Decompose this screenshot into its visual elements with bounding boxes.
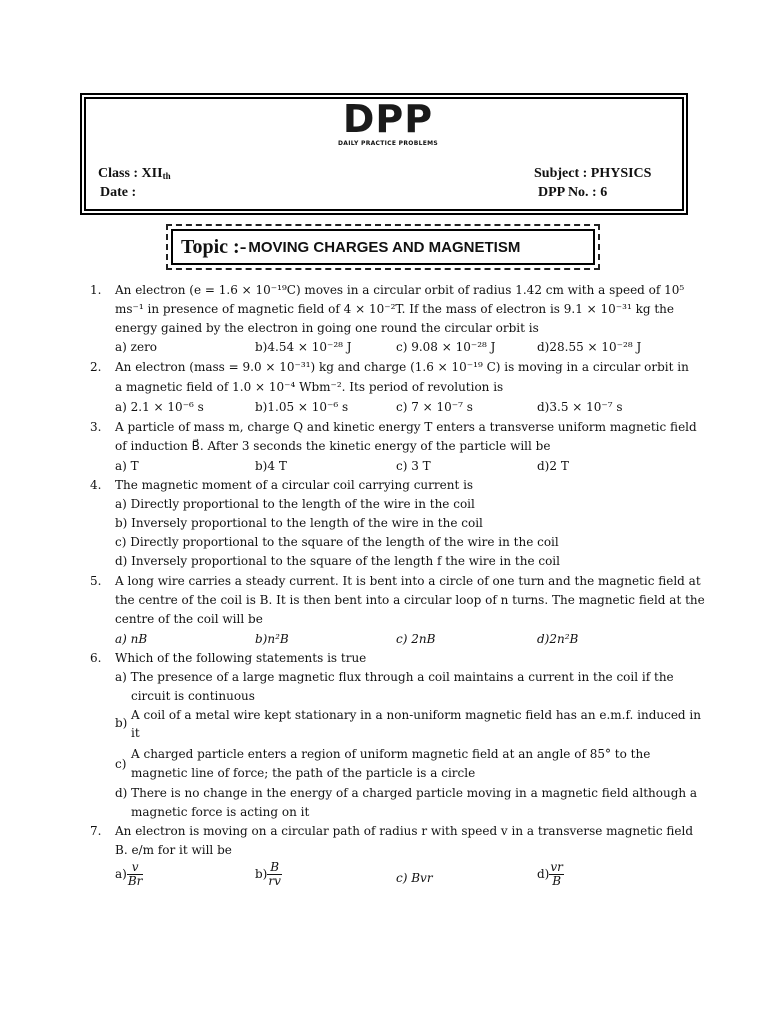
question-text: ms⁻¹ in presence of magnetic field of 4 × 10⁻²T. If the mass of electron is 9.1 × 10⁻³¹ kg the (115, 302, 674, 316)
option-a-continued: circuit is continuous (131, 689, 255, 703)
option-b: b)4 T (255, 459, 287, 473)
question-number: 1. (90, 283, 102, 297)
question-number: 2. (90, 360, 102, 374)
topic-label: Topic :- (181, 235, 247, 258)
option-d-continued: magnetic force is acting on it (131, 805, 310, 819)
question-text: An electron (e = 1.6 × 10⁻¹⁹C) moves in a circular orbit of radius 1.42 cm with a speed of 10⁵ (115, 283, 685, 297)
question-number: 5. (90, 574, 102, 588)
question-text: A particle of mass m, charge Q and kinetic energy T enters a transverse uniform magnetic field (115, 420, 697, 434)
subject-label: Subject : PHYSICS (534, 166, 652, 181)
question-number: 6. (90, 651, 102, 665)
option-c: c) 3 T (396, 459, 431, 473)
option-c: c) 2nB (396, 632, 436, 646)
date-label: Date : (100, 185, 137, 200)
dpp-logo (334, 99, 442, 147)
option-b-continued: it (131, 726, 140, 740)
question-text: B. e/m for it will be (115, 843, 232, 857)
question-text: the centre of the coil is B. It is then bent into a circular loop of n turns. The magnetic field at the (115, 593, 705, 607)
question-text: An electron is moving on a circular path of radius r with speed v in a transverse magnetic field (115, 824, 694, 838)
question-text: An electron (mass = 9.0 × 10⁻³¹) kg and charge (1.6 × 10⁻¹⁹ C) is moving in a circular orbit in (115, 360, 689, 374)
option-b: b)1.05 × 10⁻⁶ s (255, 400, 349, 414)
question-text: Which of the following statements is true (115, 651, 367, 665)
option-d: d)2n²B (537, 632, 579, 646)
option-a: a) 2.1 × 10⁻⁶ s (115, 400, 204, 414)
option-a: a) The presence of a large magnetic flux through a coil maintains a current in the coil if the (115, 670, 674, 684)
option-c: c) 7 × 10⁻⁷ s (396, 400, 473, 414)
option-b: b)n²B (255, 632, 289, 646)
question-text: A long wire carries a steady current. It is bent into a circle of one turn and the magnetic field at (115, 574, 701, 588)
option-b-label: b) (115, 716, 128, 730)
logo-subtitle: DAILY PRACTICE PROBLEMS (338, 140, 438, 147)
topic-inner (171, 229, 595, 265)
topic-title: MOVING CHARGES AND MAGNETISM (248, 238, 521, 256)
option-d: d) There is no change in the energy of a charged particle moving in a magnetic field although a (115, 786, 698, 800)
header-box (80, 93, 688, 215)
option-a: a) T (115, 459, 139, 473)
question-text: energy gained by the electron in going one round the circular orbit is (115, 321, 539, 335)
option-c-label: c) (115, 757, 127, 771)
topic-box (166, 224, 600, 270)
option-c: A charged particle enters a region of uniform magnetic field at an angle of 85° to the (131, 747, 651, 761)
option-a: a) $\frac{v}{Br}$ (115, 860, 143, 888)
question-text: The magnetic moment of a circular coil carrying current is (115, 478, 474, 492)
option-d: d)2 T (537, 459, 569, 473)
option-b: b)4.54 × 10⁻²⁸ J (255, 340, 352, 354)
question-text: centre of the coil will be (115, 612, 263, 626)
option-a: a) Directly proportional to the length of the wire in the coil (115, 497, 475, 511)
option-d: d) $\frac{vr}{B}$ (537, 860, 563, 888)
option-c: c) 9.08 × 10⁻²⁸ J (396, 340, 496, 354)
option-b: A coil of a metal wire kept stationary in a non-uniform magnetic field has an e.m.f. induced in (131, 708, 701, 722)
option-b: b) $\frac{B}{rv}$ (255, 860, 281, 888)
question-text: of induction B⃗. After 3 seconds the kinetic energy of the particle will be (115, 439, 551, 453)
question-number: 3. (90, 420, 102, 434)
question-text: a magnetic field of 1.0 × 10⁻⁴ Wbm⁻². Its period of revolution is (115, 380, 504, 394)
option-d: d)3.5 × 10⁻⁷ s (537, 400, 623, 414)
option-a: a) zero (115, 340, 158, 354)
option-a: a) nB (115, 632, 148, 646)
option-c: c) Directly proportional to the square of the length of the wire in the coil (115, 535, 559, 549)
question-number: 7. (90, 824, 102, 838)
class-label: Class : $XII_{th}$ (98, 166, 171, 181)
logo-text: DPP (342, 97, 434, 141)
option-d: d) Inversely proportional to the square of the length f the wire in the coil (115, 554, 560, 568)
option-d: d)28.55 × 10⁻²⁸ J (537, 340, 642, 354)
option-b: b) Inversely proportional to the length of the wire in the coil (115, 516, 483, 530)
option-c-continued: magnetic line of force; the path of the particle is a circle (131, 766, 476, 780)
option-c: c) Bvr (396, 871, 433, 885)
question-number: 4. (90, 478, 102, 492)
dpp-number: DPP No. : 6 (538, 185, 608, 200)
